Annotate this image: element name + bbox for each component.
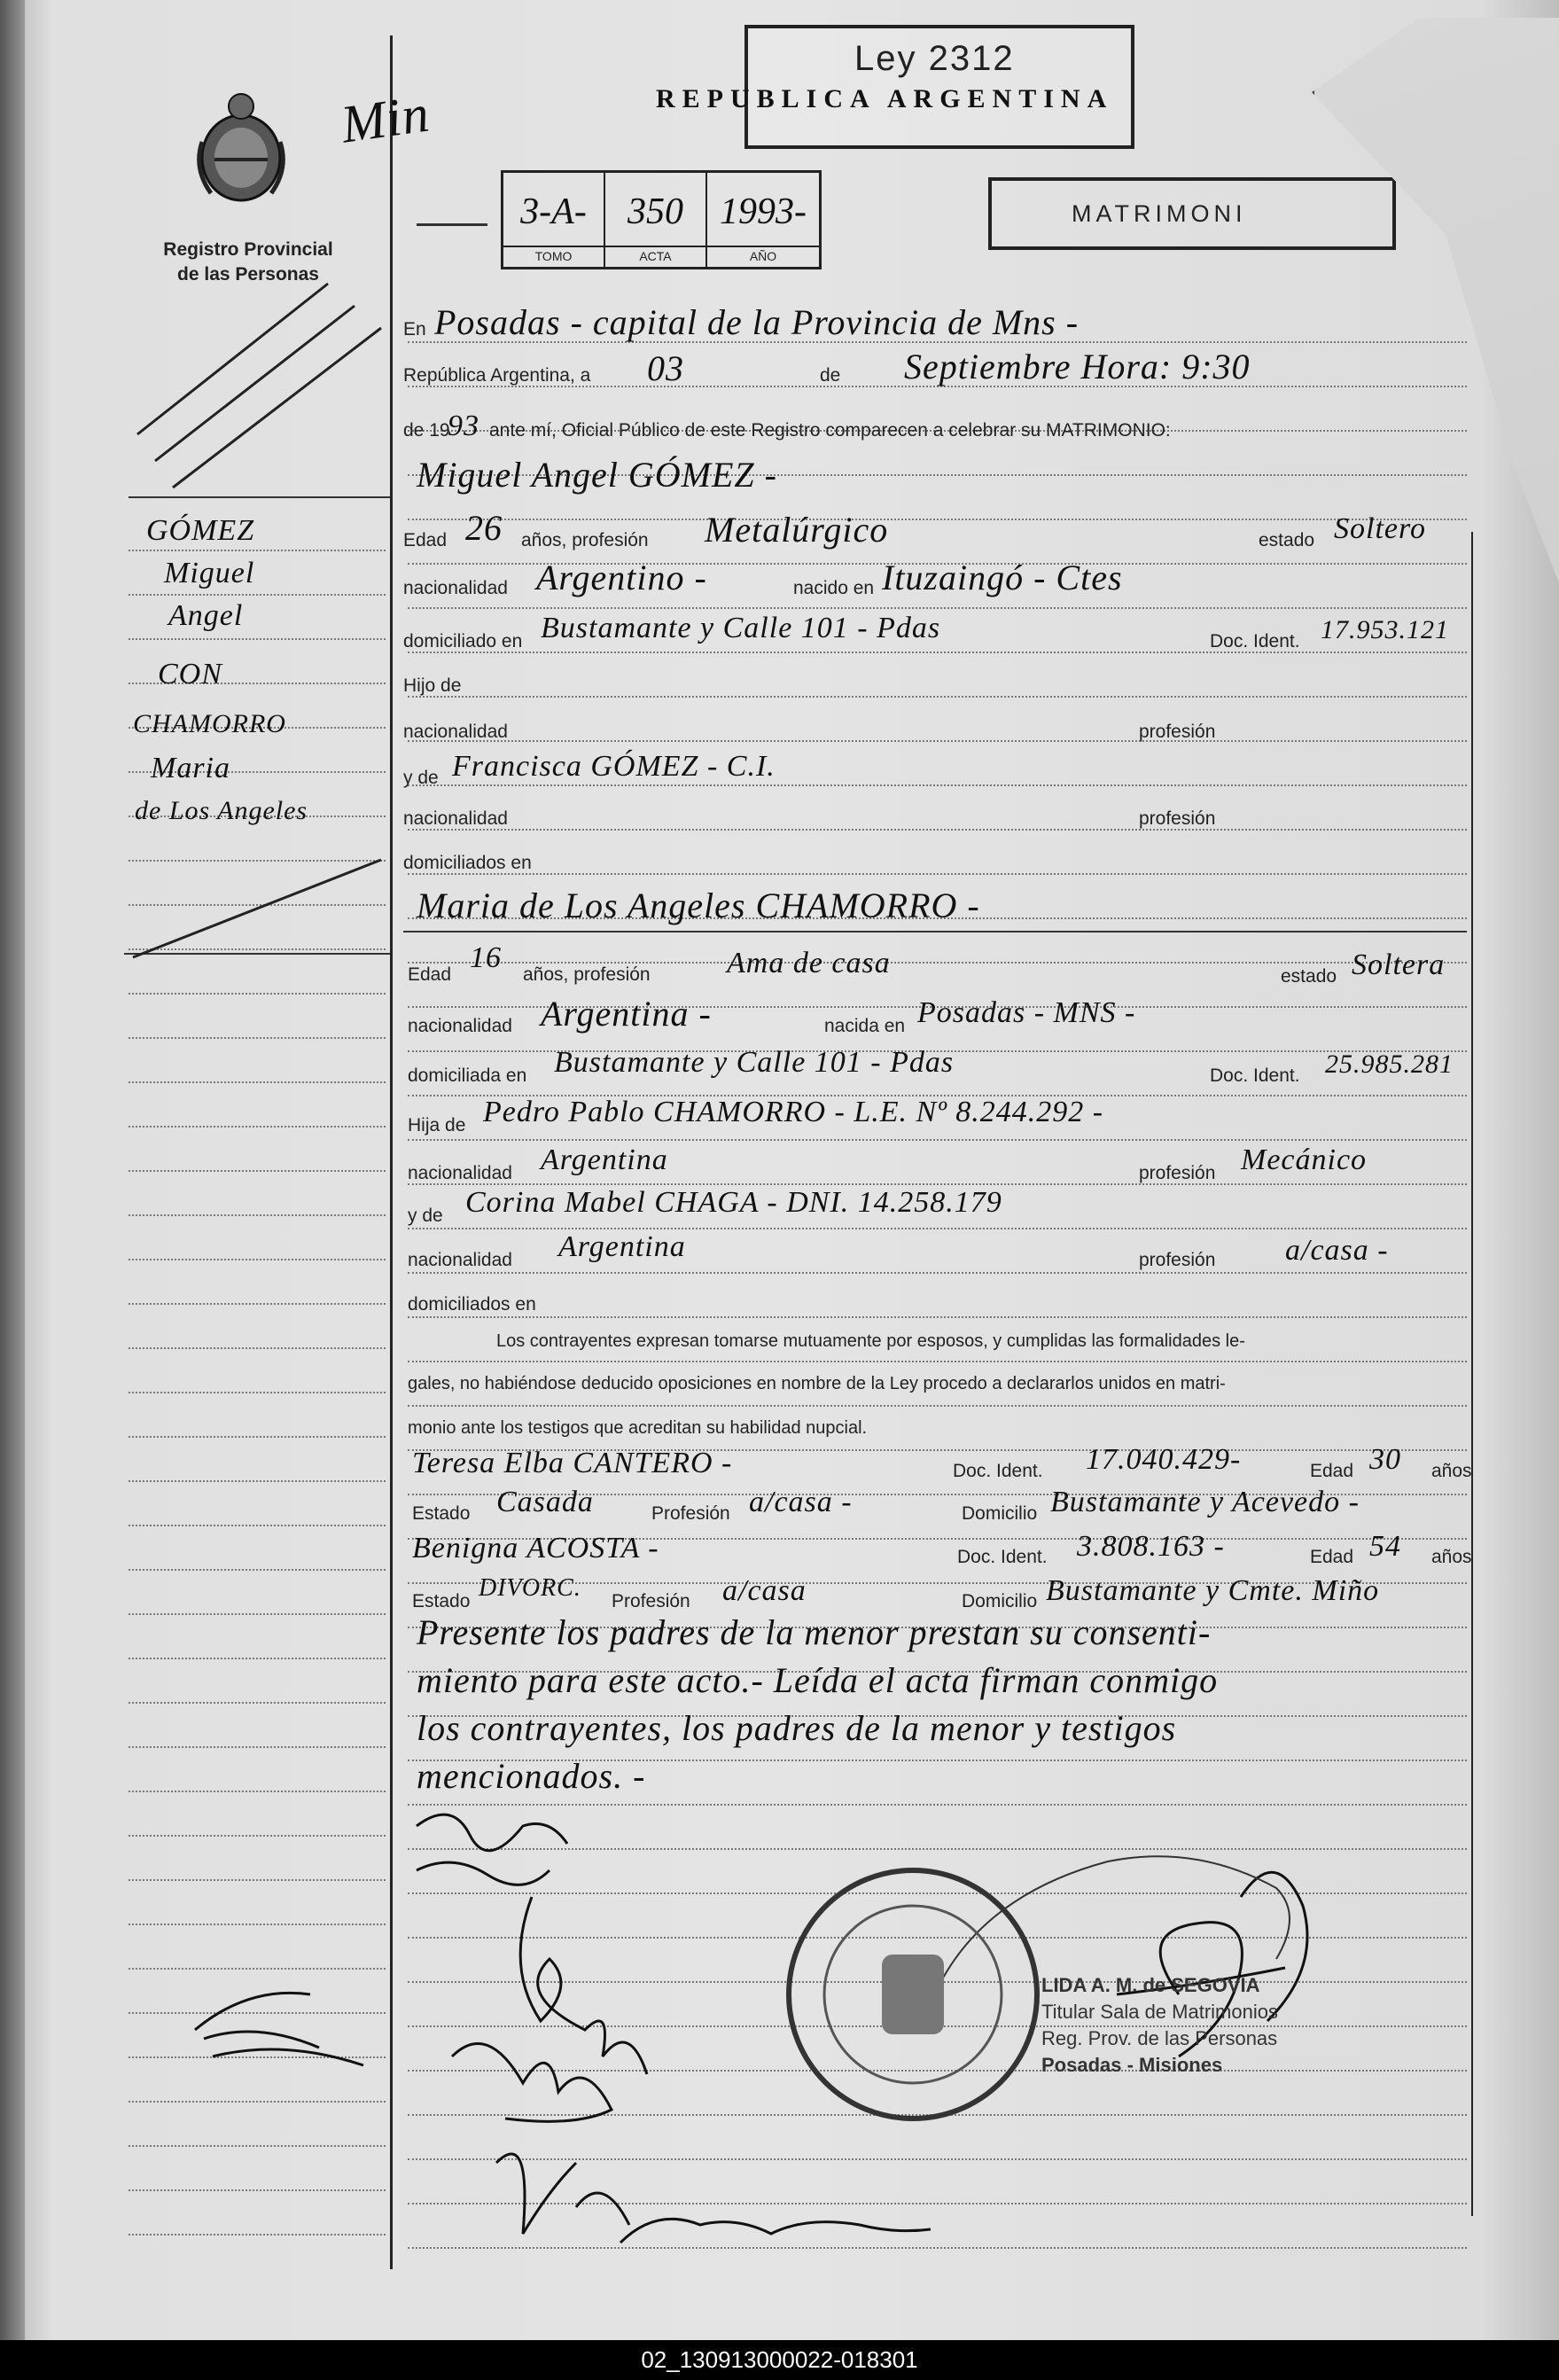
cancel-strokes: [124, 266, 390, 1596]
margin-name: Maria: [151, 752, 230, 784]
margin-name: GÓMEZ: [146, 514, 255, 547]
margin-name: CHAMORRO: [133, 709, 286, 738]
top-initials: Min: [337, 83, 433, 154]
official-stamp: LIDA A. M. de SEGOVIA Titular Sala de Matrimonios Reg. Prov. de las Personas Posadas - Misiones: [1041, 1974, 1278, 2076]
day-value: 03: [647, 348, 684, 388]
margin-ruled-line: [129, 2189, 386, 2191]
dash: [417, 223, 487, 226]
margin-name: Miguel: [164, 557, 255, 589]
margin-signature: [177, 1968, 381, 2074]
margin-ruled-line: [129, 1702, 386, 1704]
ruled-line: [408, 519, 1467, 520]
groom-profession: Metalúrgico: [705, 510, 889, 550]
ruled-line: [408, 696, 1467, 698]
margin-ruled-line: [129, 2234, 386, 2236]
margin-ruled-line: [129, 2145, 386, 2147]
certificate-page: Registro Provincial de las Personas Min Ley 2312 REPUBLICA ARGENTINA 3-A- TOMO 350 ACTA 1993- AÑO MATRIMONI GÓMEZ Miguel Angel CON CHAMORRO Maria de Los Angeles En Posadas - capital de la Provincia de Mns - República Argentina, a 03 de Septiembre Hora: 9:30 de 19 93 ante mí, Oficial Público de este Registro comparecen a celebrar su MATRIMONIO: Miguel Angel GÓMEZ - Edad 26 años, profesión Metalúrgico estado Soltero nacionalidad Argentino - nacido en Ituzaingó - Ctes domiciliado en Bustamante y Calle 101 - Pdas Doc. Ident. 17.953.121 Hijo de nacionalidad profesión y de Francisca GÓMEZ - C.I. nacionalidad profesión domiciliados en Maria de Los Angeles CHAMORRO - Edad 16 años, profesión Ama de casa estado Soltera nacionalidad Argentina - nacida en Posadas - MNS - domiciliada en Bustamante y Calle 101 - Pdas Doc. Ident. 25.985.281 Hija de Pedro Pablo CHAMORRO - L.E. Nº 8.244.292 - nacionalidad Argentina profesión Mecánico y de Corina Mabel CHAGA - DNI. 14.258.179 nacionalidad Argentina profesión a/casa - domiciliados en Los contrayentes expresan tomarse mutuamente por esposos, y cumplidas las formalidades le- gales, no habiéndose deducido oposiciones en nombre de la Ley procedo a declararlos unidos en matri- monio ante los testigos que acreditan su habilidad nupcial. Teresa Elba CANTERO - Doc. Ident. 17.040.429- Edad 30 años Estado Casada Profesión a/casa - Domicilio Bustamante y Acevedo - Benigna ACOSTA - Doc. Ident. 3.808.163 - Edad 54 años Estado DIVORC. Profesión a/casa Domicilio Bustamante y Cmte. Miño Presente los padres de la menor prestan su consenti- miento para este acto.- Leída el acta firman conmigo los contrayentes, los padres de la menor y testigos mencionados. - LIDA A. M. de SEGOVIA Titular Sala de Matrimonios Reg. Prov. de las Personas Posadas - Misiones: [0, 0, 1559, 2340]
ruled-line: [408, 652, 1467, 653]
declaration-line: monio ante los testigos que acreditan su habilidad nupcial.: [408, 1418, 868, 1438]
ruled-line: [408, 1405, 1467, 1407]
ruled-line: [408, 962, 1467, 964]
ruled-line: [408, 740, 1467, 742]
margin-ruled-line: [129, 1879, 386, 1881]
ruled-line: [408, 1272, 1467, 1274]
ruled-line: [408, 1139, 1467, 1141]
ruled-line: [408, 829, 1467, 831]
tomo-cell: 3-A- TOMO: [503, 173, 605, 267]
margin-name: Angel: [168, 599, 244, 632]
official-seal-icon: [780, 1861, 1046, 2127]
registry-name: Registro Provincial de las Personas: [163, 239, 333, 285]
margin-name: CON: [158, 658, 222, 691]
note-line: mencionados. -: [417, 1756, 646, 1796]
ruled-line: [408, 873, 1467, 875]
ley-stamp: Ley 2312: [744, 25, 1134, 149]
ruled-line: [408, 1361, 1467, 1362]
bride-profession: Ama de casa: [727, 947, 891, 979]
margin-ruled-line: [129, 1791, 386, 1792]
note-line: miento para este acto.- Leída el acta firman conmigo: [417, 1660, 1219, 1700]
ruled-line: [408, 1316, 1467, 1318]
ruled-line: [408, 607, 1467, 609]
scan-id-footer: 02_130913000022-018301: [0, 2340, 1559, 2380]
document-type-box: MATRIMONI: [988, 177, 1396, 250]
country-title: REPUBLICA ARGENTINA: [656, 84, 1114, 113]
coat-of-arms-icon: [193, 89, 289, 204]
witness2-name: Benigna ACOSTA -: [412, 1532, 659, 1565]
ano-cell: 1993- AÑO: [707, 173, 819, 267]
section-divider: [403, 931, 1467, 932]
record-number-box: [501, 170, 822, 269]
month-value: Septiembre Hora: 9:30: [904, 347, 1251, 386]
margin-ruled-line: [129, 1924, 386, 1925]
declaration-line: gales, no habiéndose deducido oposiciones en nombre de la Ley procedo a declararlos unidos en matri-: [408, 1374, 1226, 1393]
year-value: 93: [448, 410, 479, 442]
margin-ruled-line: [129, 1658, 386, 1659]
margin-name: de Los Angeles: [135, 796, 308, 825]
ruled-line: [408, 1183, 1467, 1185]
margin-separator: [390, 35, 393, 2269]
book-binding: [0, 0, 25, 2340]
margin-ruled-line: [129, 1746, 386, 1748]
declaration-line: Los contrayentes expresan tomarse mutuamente por esposos, y cumplidas las formalidades le-: [496, 1331, 1245, 1351]
margin-ruled-line: [129, 1835, 386, 1837]
ruled-line: [408, 1228, 1467, 1229]
margin-ruled-line: [129, 1613, 386, 1615]
note-line: los contrayentes, los padres de la menor y testigos: [417, 1708, 1177, 1748]
note-line: Presente los padres de la menor prestan su consenti-: [417, 1612, 1212, 1652]
witness1-name: Teresa Elba CANTERO -: [412, 1447, 733, 1479]
ruled-line: [408, 784, 1467, 786]
right-border: [1471, 532, 1473, 2216]
margin-ruled-line: [129, 2101, 386, 2103]
city-value: Posadas - capital de la Provincia de Mns -: [434, 302, 1080, 342]
acta-cell: 350 ACTA: [605, 173, 707, 267]
groom-name: Miguel Angel GÓMEZ -: [417, 455, 777, 495]
bride-name: Maria de Los Angeles CHAMORRO -: [417, 886, 980, 925]
